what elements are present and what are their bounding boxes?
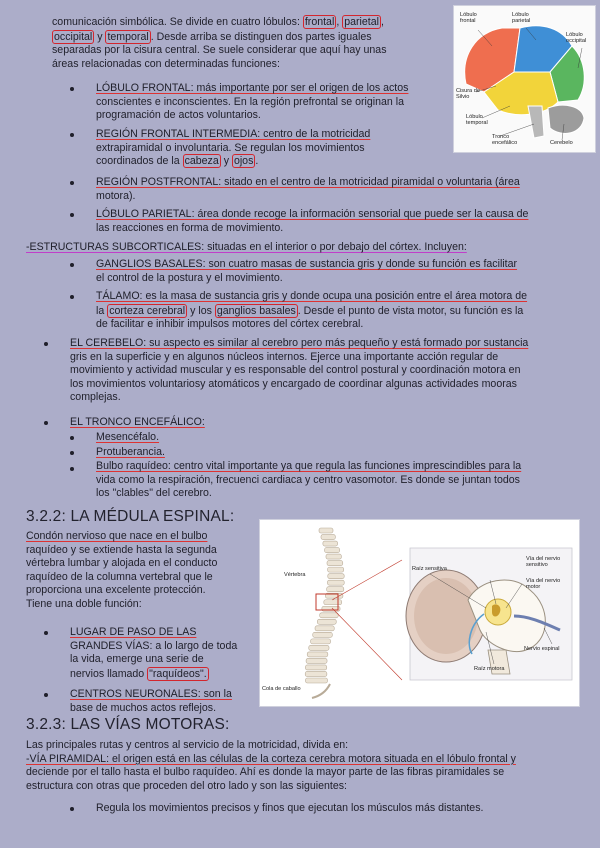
lobe-frontal-line: programación de actos voluntarios. — [96, 109, 261, 122]
vias-heading: 3.2.3: LAS VÍAS MOTORAS: — [26, 716, 230, 733]
vertebra — [328, 574, 344, 579]
region-line: REGIÓN FRONTAL INTERMEDIA: centro de la motricidad — [96, 128, 371, 140]
spine-illustration — [260, 520, 580, 707]
highlight-occipital: occipital — [54, 30, 93, 43]
vertebra — [325, 548, 340, 553]
intro-text: áreas relacionadas con determinadas funciones: — [52, 57, 280, 70]
vertebra — [327, 561, 343, 566]
conjunction: y — [220, 155, 232, 168]
cerebelo — [70, 337, 575, 405]
bullet — [70, 295, 74, 299]
vertebra — [322, 606, 340, 611]
label-silvio: Cisura de Silvio — [456, 88, 480, 101]
vias-line: deciende por el tallo hasta el bulbo raquídeo. Ahí es donde la mayor parte de las fibras piramidales se — [26, 766, 505, 779]
region-postfrontal — [96, 176, 566, 203]
vertebra — [323, 541, 338, 546]
zoom-line — [332, 608, 402, 680]
function-line: base de muchos actos reflejos. — [70, 701, 217, 714]
brain-stem — [528, 106, 544, 138]
lobe-frontal-line: LÓBULO FRONTAL: más importante por ser el origen de los actos — [96, 82, 409, 94]
comma: , — [380, 16, 384, 28]
highlight-corteza-cerebral: corteza cerebral — [109, 304, 186, 317]
vias-bullet — [96, 802, 566, 816]
vias-paragraph — [26, 739, 578, 793]
brain-figure — [453, 5, 596, 153]
vertebra — [309, 645, 329, 650]
vertebra — [321, 535, 335, 540]
highlight-cabeza: cabeza — [184, 155, 219, 168]
medula-line: proporciona una excelente protección. — [26, 584, 206, 597]
tronco-list — [96, 431, 576, 501]
region-line: extrapiramidal o involuntaria. Se regulan los movimientos — [96, 141, 365, 154]
function-line: LUGAR DE PASO DE LAS — [70, 626, 197, 638]
vertebra — [311, 639, 331, 644]
intro-text: . Desde arriba se distinguen dos partes iguales — [150, 30, 372, 43]
cerebelo-line: gris en la superficie y en algunos núcleos internos. Ejerce una importante acción regular de — [70, 350, 499, 363]
vertebra — [306, 658, 327, 663]
vertebra — [326, 554, 341, 559]
vertebra — [327, 587, 344, 592]
vertebra — [313, 632, 333, 637]
bullet — [70, 181, 74, 185]
lobe-parietal — [96, 208, 566, 235]
bullet — [44, 421, 48, 425]
highlight-ganglios-basales: ganglios basales — [216, 304, 296, 317]
brain-cerebellum — [548, 105, 584, 133]
region-text: coordinados de la — [96, 155, 183, 168]
ganglios-basales — [96, 258, 576, 285]
ganglios-line: el control de la postura y el movimiento. — [96, 271, 283, 284]
vertebra — [317, 619, 336, 624]
cerebelo-line: movimiento y actividad muscular y es responsable del control postural y coordinación motora en — [70, 364, 521, 377]
label-parietal: Lóbulo parietal — [512, 12, 531, 25]
vertebra — [305, 665, 326, 670]
bullet — [70, 451, 74, 455]
vertebra — [315, 626, 334, 631]
bullet — [70, 213, 74, 217]
medula-function-2 — [70, 688, 256, 715]
vertebral-column — [305, 528, 344, 698]
cerebelo-line: EL CEREBELO: su aspecto es similar al cerebro pero más pequeño y está formado por sustancia — [70, 337, 529, 349]
medula-heading: 3.2.2: LA MÉDULA ESPINAL: — [26, 508, 235, 525]
comma: , — [336, 16, 343, 28]
vertebra — [319, 528, 333, 533]
cerebelo-line: complejas. — [70, 391, 121, 404]
bullet — [44, 693, 48, 697]
ganglios-line: GANGLIOS BASALES: son cuatro masas de sustancia gris y donde su función es facilitar — [96, 258, 518, 270]
label-cola-caballo: Cola de caballo — [262, 686, 301, 692]
talamo-text: la — [96, 304, 108, 317]
talamo-line: de facilitar e inhibir impulsos motores del córtex cerebral. — [96, 318, 364, 331]
label-raiz-sensitiva: Raíz sensitiva — [412, 566, 447, 572]
brain-illustration — [454, 6, 596, 153]
tronco-heading: EL TRONCO ENCEFÁLICO: — [70, 416, 205, 428]
lobe-parietal-line: LÓBULO PARIETAL: área donde recoge la información sensorial que puede ser la causa de — [96, 208, 529, 220]
highlight-raquideos: "raquídeos". — [149, 667, 207, 680]
function-text: nervios llamado — [70, 667, 148, 680]
vertebra — [305, 678, 327, 683]
lobes-list — [96, 82, 456, 123]
label-nervio-espinal: Nervio espinal — [524, 646, 560, 652]
intro-paragraph — [52, 16, 452, 71]
medula-line: raquídeo de la columna vertebral que le — [26, 570, 213, 583]
cerebelo-line: los movimientos voluntariosy atomáticos y encargado de coordinar algunas actividades mooras — [70, 377, 517, 390]
bullet — [70, 807, 74, 811]
talamo-line: TÁLAMO: es la masa de sustancia gris y donde ocupa una posición entre el área motora de — [96, 290, 528, 302]
label-occipital: Lóbulo occipital — [566, 32, 587, 45]
talamo — [96, 290, 576, 332]
talamo-text: y los — [187, 304, 215, 317]
spine-figure — [259, 519, 580, 707]
vias-line: estructura con otras que proceden del otro lado y son las siguientes: — [26, 779, 347, 792]
bulbo-line: los "clables" del cerebro. — [96, 487, 212, 500]
label-frontal: Lóbulo frontal — [460, 12, 477, 25]
bulbo-line: vida como la respiración, frecuenci cardiaca y centro vasomotor. Es donde se juntan todos — [96, 473, 520, 486]
medula-line: raquídeo y se extiende hasta la segunda — [26, 543, 217, 556]
tronco-item: Protuberancia. — [96, 445, 165, 458]
medula-function-1 — [70, 626, 256, 681]
lobe-parietal-line: las reacciones en forma de movimiento. — [96, 221, 284, 234]
function-line: CENTROS NEURONALES: son la — [70, 688, 232, 700]
medula-paragraph — [26, 530, 254, 612]
conjunction: y — [94, 30, 106, 43]
label-tronco: Tronco encefálico — [492, 134, 518, 147]
lobe-frontal-line: conscientes e inconscientes. En la región prefrontal se originan la — [96, 95, 404, 108]
highlight-ojos: ojos — [233, 155, 254, 168]
vertebra — [307, 652, 328, 657]
highlight-frontal: frontal — [304, 16, 335, 28]
bullet — [70, 467, 74, 471]
vias-line: -VÍA PIRAMIDAL: el origen está en las células de la corteza cerebra motora situada en el lóbulo frontal y — [26, 752, 516, 765]
label-vertebra: Vértebra — [284, 572, 306, 578]
tronco-item: Mesencéfalo. — [96, 431, 160, 443]
medula-line: Tiene una doble función: — [26, 597, 142, 610]
label-cerebelo: Cerebelo — [550, 140, 573, 146]
bullet — [44, 342, 48, 346]
bullet — [70, 133, 74, 137]
vertebra — [305, 671, 327, 676]
intro-text: comunicación simbólica. Se divide en cuatro lóbulos: — [52, 16, 303, 28]
vertebra — [324, 600, 342, 605]
bullet — [70, 263, 74, 267]
function-line: la vida, emerge una serie de — [70, 653, 204, 666]
bullet — [70, 436, 74, 440]
vias-bullet-text: Regula los movimientos precisos y finos que ejecutan los músculos más distantes. — [96, 802, 484, 814]
bulbo-line: Bulbo raquídeo: centro vital importante ya que regula las funciones imprescindibles para la — [96, 460, 522, 473]
label-raiz-motora: Raíz motora — [474, 666, 505, 672]
label-via-sensitivo: Vía del nervio sensitivo — [526, 556, 561, 569]
sacrum — [312, 684, 330, 698]
vertebra — [320, 613, 339, 618]
period: . — [255, 155, 259, 168]
label-via-motor: Vía del nervio motor — [526, 578, 561, 591]
function-line: GRANDES VÍAS: a lo largo de toda — [70, 639, 238, 652]
highlight-temporal: temporal — [107, 30, 149, 43]
intro-text: separadas por la cisura central. Se suele considerar que aquí hay unas — [52, 44, 387, 57]
label-temporal: Lóbulo temporal — [466, 114, 488, 127]
highlight-parietal: parietal — [344, 16, 379, 28]
medula-line: vértebra lumbar y alojada en el conducto — [26, 557, 218, 570]
subcortical-heading: -ESTRUCTURAS SUBCORTICALES: situadas en el interior o por debajo del córtex. Incluyen: — [26, 241, 467, 253]
vertebra — [327, 580, 344, 585]
region-line: motora). — [96, 189, 136, 202]
vias-line: Las principales rutas y centros al servicio de la motricidad, divida en: — [26, 739, 349, 751]
region-line: REGIÓN POSTFRONTAL: sitado en el centro de la motricidad piramidal o voluntaria (área — [96, 176, 520, 188]
bullet — [44, 631, 48, 635]
talamo-text: . Desde el punto de vista motor, su función es la — [297, 304, 524, 317]
region-frontal-intermedia — [96, 128, 456, 169]
vertebra — [328, 567, 344, 572]
medula-line: Condón nervioso que nace en el bulbo — [26, 530, 208, 542]
bullet — [70, 87, 74, 91]
